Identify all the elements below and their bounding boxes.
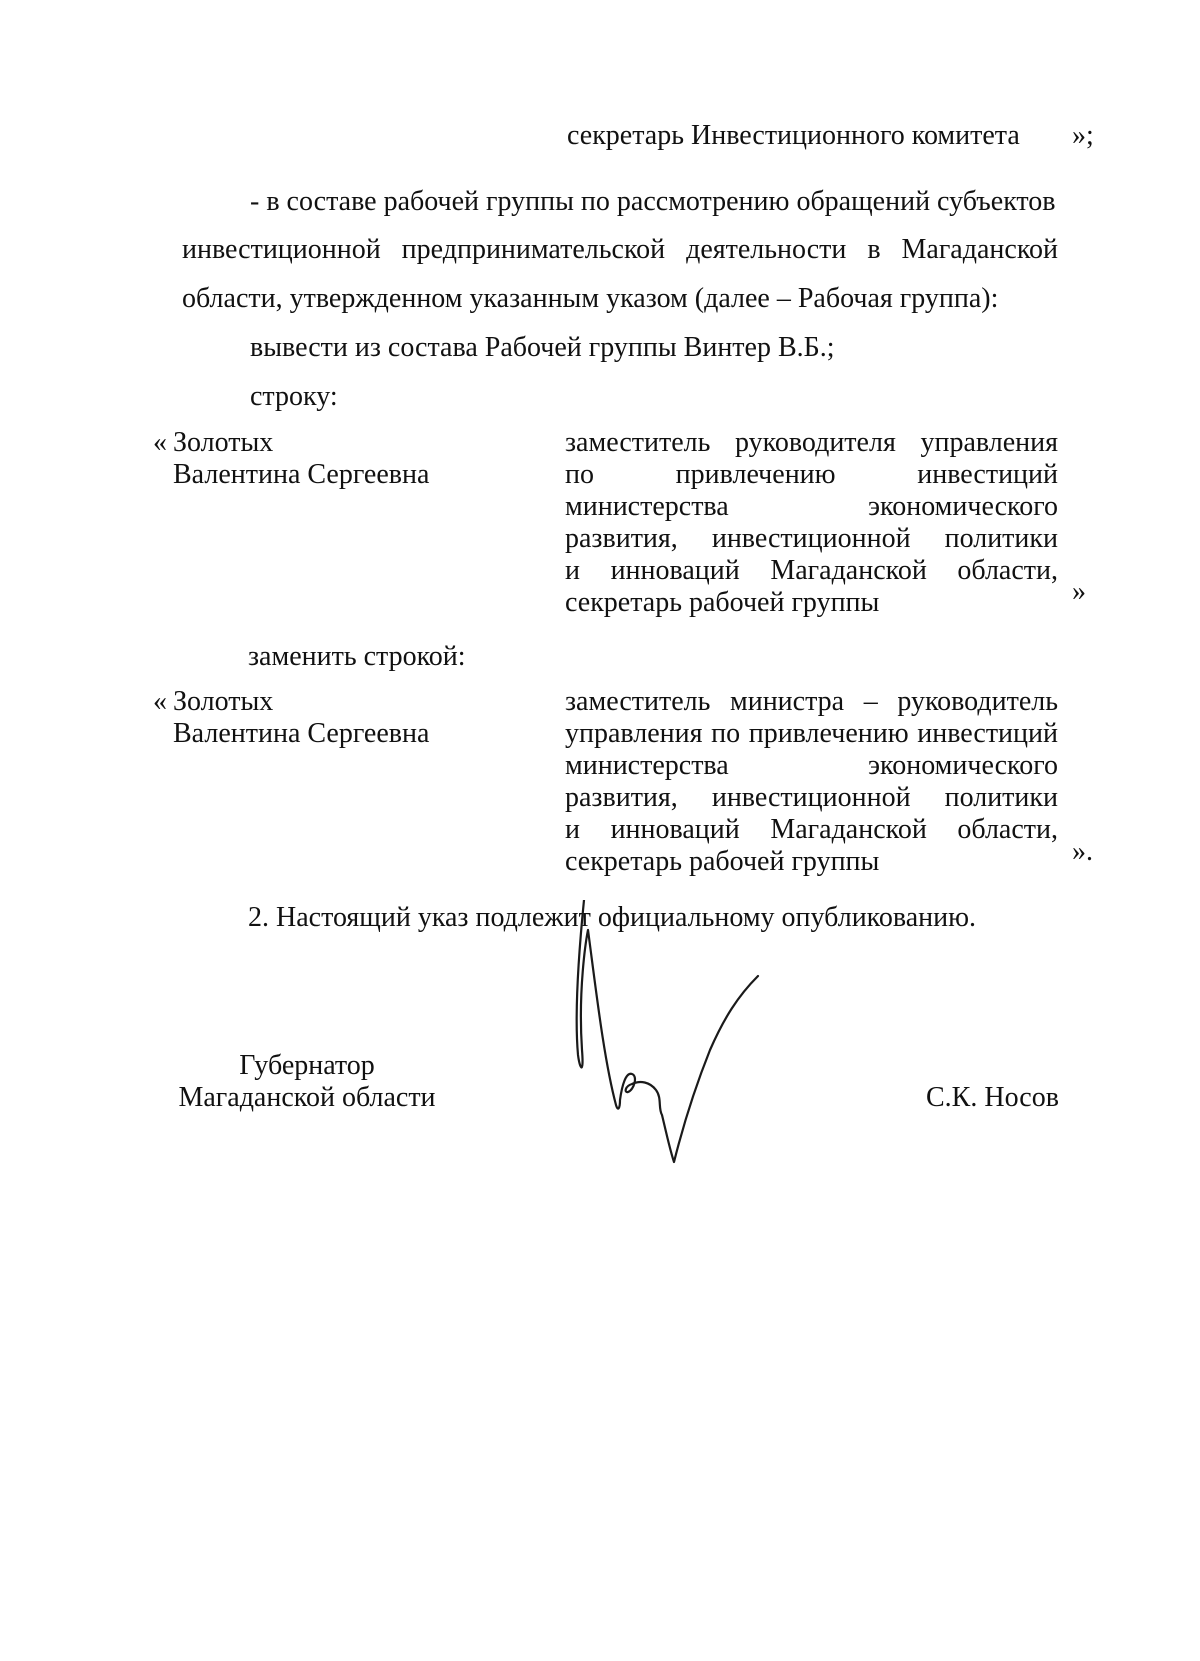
member-name: Валентина Сергеевна: [173, 718, 430, 749]
position-line: развития, инвестиционной политики: [565, 782, 1058, 813]
position-line: секретарь рабочей группы: [565, 846, 880, 877]
position-line: министерства экономического: [565, 750, 1058, 781]
paragraph-line-1: - в составе рабочей группы по рассмотрению обращений субъектов: [250, 186, 1056, 217]
member-surname: Золотых: [173, 686, 274, 717]
position-line: по привлечению инвестиций: [565, 459, 1058, 490]
member-name: Валентина Сергеевна: [173, 459, 430, 490]
position-line: заместитель руководителя управления: [565, 427, 1058, 458]
position-line: секретарь рабочей группы: [565, 587, 880, 618]
position-line: развития, инвестиционной политики: [565, 523, 1058, 554]
publication-clause: 2. Настоящий указ подлежит официальному опубликованию.: [248, 902, 977, 933]
member-surname: Золотых: [173, 427, 274, 458]
signatory-name: С.К. Носов: [926, 1082, 1059, 1113]
closing-quote: »;: [1072, 120, 1094, 151]
opening-quote: «: [153, 427, 167, 458]
member-position: [565, 686, 1058, 878]
position-line: министерства экономического: [565, 491, 1058, 522]
closing-quote: »: [1072, 576, 1086, 607]
committee-secretary-line: секретарь Инвестиционного комитета: [567, 120, 1020, 151]
handwritten-signature: [570, 900, 800, 1200]
remove-member-line: вывести из состава Рабочей группы Винтер В.Б.;: [250, 332, 835, 363]
position-line: управления по привлечению инвестиций: [565, 718, 1058, 749]
row-label: строку:: [250, 381, 338, 412]
signatory-title-line-1: Губернатор: [239, 1050, 375, 1081]
signatory-title-line-2: Магаданской области: [178, 1082, 436, 1113]
opening-quote: «: [153, 686, 167, 717]
paragraph-line-3: области, утвержденном указанным указом (далее – Рабочая группа):: [182, 283, 999, 314]
closing-quote: ».: [1072, 836, 1093, 867]
position-line: и инноваций Магаданской области,: [565, 555, 1058, 586]
position-line: заместитель министра – руководитель: [565, 686, 1058, 717]
paragraph-line-2: инвестиционной предпринимательской деятельности в Магаданской: [182, 234, 1058, 265]
member-position: [565, 427, 1058, 619]
replace-label: заменить строкой:: [248, 641, 466, 672]
position-line: и инноваций Магаданской области,: [565, 814, 1058, 845]
